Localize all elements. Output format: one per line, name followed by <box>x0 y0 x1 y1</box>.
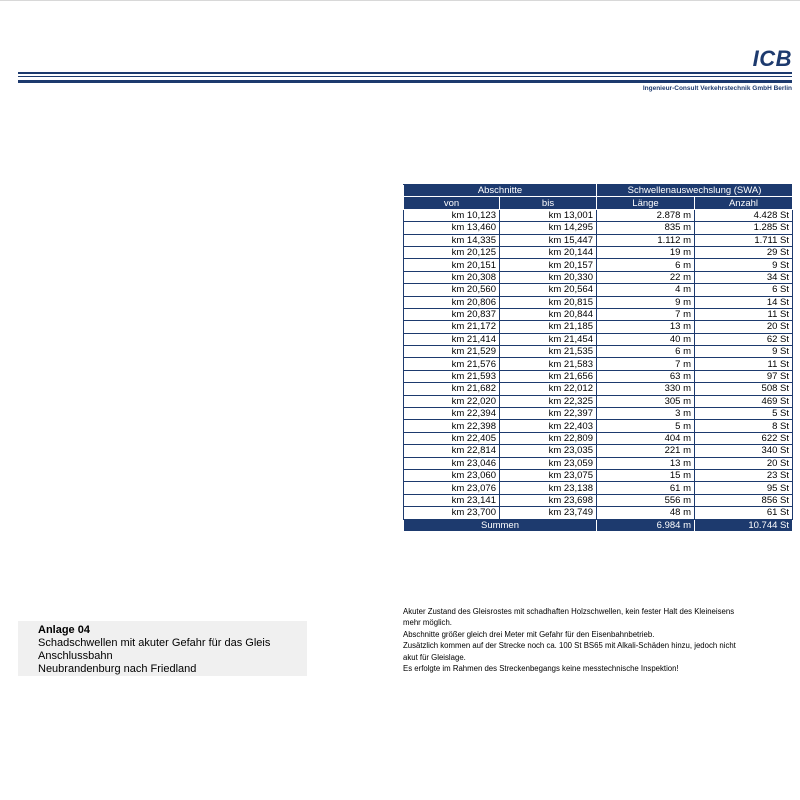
schwellen-table <box>403 184 793 532</box>
cell-bis: km 23,035 <box>500 445 597 457</box>
table-row <box>404 222 793 234</box>
cell-anzahl: 23 St <box>695 469 793 481</box>
cell-bis: km 23,075 <box>500 469 597 481</box>
anlage-title: Anlage 04 <box>38 624 90 636</box>
cell-bis: km 22,397 <box>500 408 597 420</box>
table-row <box>404 271 793 283</box>
cell-bis: km 21,454 <box>500 333 597 345</box>
cell-anzahl: 95 St <box>695 482 793 494</box>
table-row <box>404 420 793 432</box>
cell-anzahl: 340 St <box>695 445 793 457</box>
table-row <box>404 432 793 444</box>
cell-anzahl: 20 St <box>695 321 793 333</box>
cell-bis: km 21,185 <box>500 321 597 333</box>
anlage-box <box>18 621 307 676</box>
table-row <box>404 457 793 469</box>
cell-anzahl: 856 St <box>695 494 793 506</box>
cell-bis: km 23,059 <box>500 457 597 469</box>
cell-von: km 21,414 <box>404 333 500 345</box>
cell-laenge: 404 m <box>597 432 695 444</box>
summary-laenge: 6.984 m <box>597 519 695 531</box>
cell-von: km 23,076 <box>404 482 500 494</box>
table-group-header-row <box>404 185 793 197</box>
cell-anzahl: 9 St <box>695 259 793 271</box>
cell-bis: km 20,330 <box>500 271 597 283</box>
table-body <box>404 209 793 519</box>
cell-anzahl: 14 St <box>695 296 793 308</box>
cell-von: km 20,837 <box>404 308 500 320</box>
cell-laenge: 835 m <box>597 222 695 234</box>
cell-von: km 22,394 <box>404 408 500 420</box>
cell-anzahl: 5 St <box>695 408 793 420</box>
cell-von: km 22,398 <box>404 420 500 432</box>
table-row <box>404 333 793 345</box>
summary-anzahl: 10.744 St <box>695 519 793 531</box>
table-column-header-row <box>404 197 793 209</box>
cell-laenge: 6 m <box>597 346 695 358</box>
cell-bis: km 20,815 <box>500 296 597 308</box>
cell-anzahl: 11 St <box>695 358 793 370</box>
cell-anzahl: 622 St <box>695 432 793 444</box>
table-row <box>404 346 793 358</box>
cell-bis: km 23,138 <box>500 482 597 494</box>
cell-bis: km 20,564 <box>500 284 597 296</box>
table-row <box>404 246 793 258</box>
table-row <box>404 445 793 457</box>
icb-logo: ICB <box>752 46 792 71</box>
note-line: Zusätzlich kommen auf der Strecke noch ca. 100 St BS65 mit Alkali-Schäden hinzu, jedoch nicht <box>403 641 736 651</box>
cell-von: km 21,682 <box>404 383 500 395</box>
cell-laenge: 22 m <box>597 271 695 283</box>
note-line: mehr möglich. <box>403 618 452 628</box>
cell-von: km 14,335 <box>404 234 500 246</box>
cell-von: km 13,460 <box>404 222 500 234</box>
summary-row <box>404 519 793 531</box>
table-row <box>404 395 793 407</box>
cell-anzahl: 508 St <box>695 383 793 395</box>
column-header-bis: bis <box>500 197 597 209</box>
cell-laenge: 19 m <box>597 246 695 258</box>
column-header-laenge: Länge <box>597 197 695 209</box>
cell-laenge: 61 m <box>597 482 695 494</box>
cell-laenge: 2.878 m <box>597 209 695 221</box>
cell-laenge: 40 m <box>597 333 695 345</box>
cell-anzahl: 29 St <box>695 246 793 258</box>
table-row <box>404 408 793 420</box>
cell-von: km 20,125 <box>404 246 500 258</box>
company-name: Ingenieur-Consult Verkehrstechnik GmbH Berlin <box>642 85 792 92</box>
note-line: Abschnitte größer gleich drei Meter mit Gefahr für den Eisenbahnbetrieb. <box>403 629 655 639</box>
cell-von: km 10,123 <box>404 209 500 221</box>
cell-bis: km 22,325 <box>500 395 597 407</box>
cell-von: km 23,060 <box>404 469 500 481</box>
cell-laenge: 3 m <box>597 408 695 420</box>
cell-anzahl: 8 St <box>695 420 793 432</box>
anlage-line: Anschlussbahn <box>38 650 113 662</box>
header-rule-1 <box>18 72 792 74</box>
cell-laenge: 330 m <box>597 383 695 395</box>
table-row <box>404 482 793 494</box>
cell-laenge: 13 m <box>597 321 695 333</box>
cell-von: km 20,806 <box>404 296 500 308</box>
header-rule-3 <box>18 80 792 83</box>
cell-laenge: 1.112 m <box>597 234 695 246</box>
cell-von: km 22,405 <box>404 432 500 444</box>
cell-bis: km 22,809 <box>500 432 597 444</box>
cell-laenge: 13 m <box>597 457 695 469</box>
cell-von: km 23,141 <box>404 494 500 506</box>
table-row <box>404 370 793 382</box>
schwellen-table-container <box>403 184 792 532</box>
cell-anzahl: 469 St <box>695 395 793 407</box>
cell-bis: km 23,698 <box>500 494 597 506</box>
cell-bis: km 22,403 <box>500 420 597 432</box>
summary-label: Summen <box>404 519 597 531</box>
cell-bis: km 13,001 <box>500 209 597 221</box>
cell-laenge: 556 m <box>597 494 695 506</box>
cell-bis: km 15,447 <box>500 234 597 246</box>
header-rule-2 <box>18 76 792 77</box>
table-row <box>404 234 793 246</box>
note-line: akut für Gleislage. <box>403 652 466 662</box>
cell-anzahl: 61 St <box>695 507 793 519</box>
cell-laenge: 9 m <box>597 296 695 308</box>
group-header-abschnitte: Abschnitte <box>404 185 597 197</box>
cell-von: km 20,308 <box>404 271 500 283</box>
table-row <box>404 494 793 506</box>
table-row <box>404 383 793 395</box>
cell-laenge: 48 m <box>597 507 695 519</box>
cell-bis: km 22,012 <box>500 383 597 395</box>
cell-von: km 23,046 <box>404 457 500 469</box>
cell-von: km 21,172 <box>404 321 500 333</box>
cell-von: km 21,529 <box>404 346 500 358</box>
cell-anzahl: 6 St <box>695 284 793 296</box>
table-row <box>404 308 793 320</box>
cell-laenge: 4 m <box>597 284 695 296</box>
cell-laenge: 6 m <box>597 259 695 271</box>
cell-anzahl: 62 St <box>695 333 793 345</box>
table-row <box>404 296 793 308</box>
top-border <box>0 0 800 1</box>
cell-laenge: 305 m <box>597 395 695 407</box>
cell-von: km 21,576 <box>404 358 500 370</box>
cell-von: km 22,814 <box>404 445 500 457</box>
cell-laenge: 7 m <box>597 358 695 370</box>
anlage-line: Neubrandenburg nach Friedland <box>38 663 197 675</box>
cell-bis: km 20,157 <box>500 259 597 271</box>
table-row <box>404 284 793 296</box>
cell-von: km 22,020 <box>404 395 500 407</box>
cell-von: km 23,700 <box>404 507 500 519</box>
cell-bis: km 21,583 <box>500 358 597 370</box>
table-row <box>404 209 793 221</box>
cell-bis: km 20,844 <box>500 308 597 320</box>
cell-anzahl: 20 St <box>695 457 793 469</box>
column-header-anzahl: Anzahl <box>695 197 793 209</box>
cell-anzahl: 9 St <box>695 346 793 358</box>
cell-bis: km 21,535 <box>500 346 597 358</box>
table-row <box>404 469 793 481</box>
note-line: Es erfolgte im Rahmen des Streckenbegangs keine messtechnische Inspektion! <box>403 664 679 674</box>
cell-von: km 20,151 <box>404 259 500 271</box>
cell-anzahl: 34 St <box>695 271 793 283</box>
cell-anzahl: 1.285 St <box>695 222 793 234</box>
cell-laenge: 5 m <box>597 420 695 432</box>
group-header-swa: Schwellenauswechslung (SWA) <box>597 185 793 197</box>
notes-block <box>403 606 793 674</box>
cell-von: km 21,593 <box>404 370 500 382</box>
note-line: Akuter Zustand des Gleisrostes mit schadhaften Holzschwellen, kein fester Halt des Kleineisens <box>403 607 735 616</box>
cell-bis: km 21,656 <box>500 370 597 382</box>
table-row <box>404 259 793 271</box>
cell-anzahl: 1.711 St <box>695 234 793 246</box>
table-row <box>404 358 793 370</box>
table-row <box>404 321 793 333</box>
cell-laenge: 63 m <box>597 370 695 382</box>
cell-bis: km 20,144 <box>500 246 597 258</box>
cell-bis: km 14,295 <box>500 222 597 234</box>
cell-laenge: 221 m <box>597 445 695 457</box>
cell-bis: km 23,749 <box>500 507 597 519</box>
column-header-von: von <box>404 197 500 209</box>
cell-anzahl: 11 St <box>695 308 793 320</box>
cell-laenge: 7 m <box>597 308 695 320</box>
cell-laenge: 15 m <box>597 469 695 481</box>
cell-von: km 20,560 <box>404 284 500 296</box>
table-row <box>404 507 793 519</box>
cell-anzahl: 97 St <box>695 370 793 382</box>
anlage-line: Schadschwellen mit akuter Gefahr für das Gleis <box>38 637 271 649</box>
cell-anzahl: 4.428 St <box>695 209 793 221</box>
